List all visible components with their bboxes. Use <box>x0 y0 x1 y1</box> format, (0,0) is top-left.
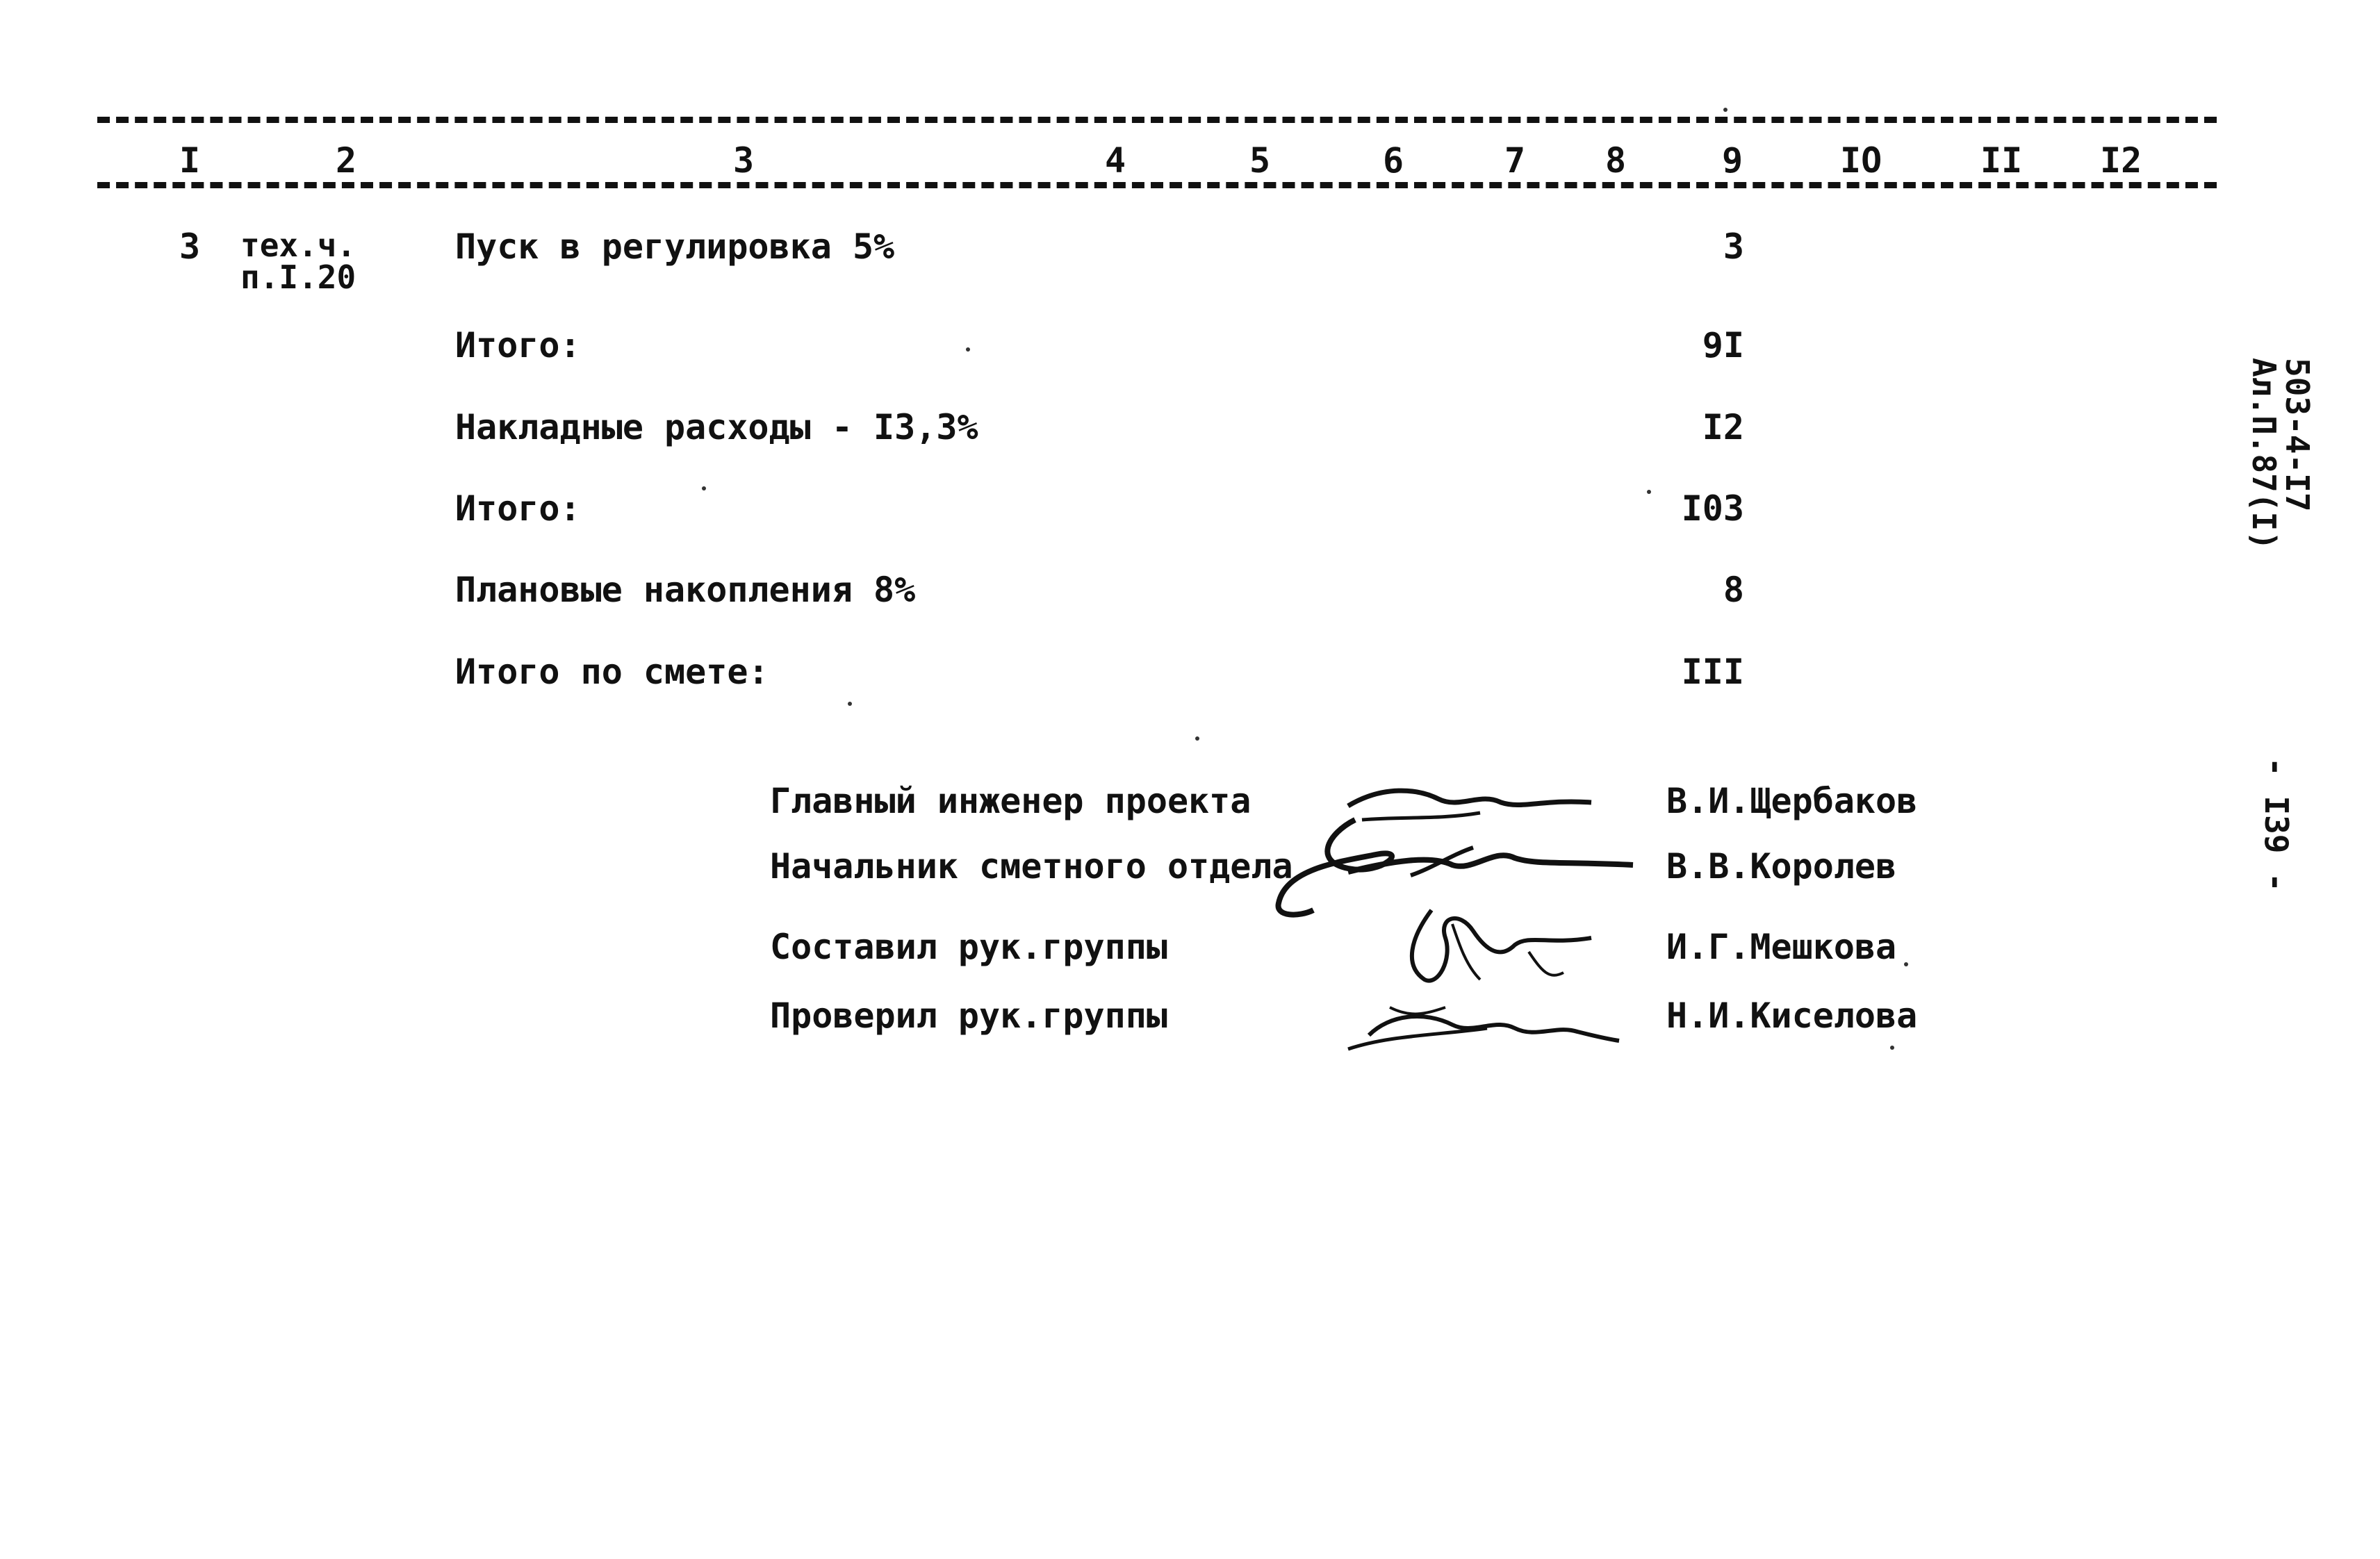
top-dashed-rule <box>97 117 2217 123</box>
handwritten-signature-3 <box>1383 896 1605 1000</box>
row-value: I03 <box>1681 488 1744 529</box>
header-dashed-rule <box>97 182 2217 188</box>
signature-name: В.И.Щербаков <box>1666 781 1918 821</box>
signature-name: Н.И.Киселова <box>1666 996 1918 1036</box>
column-number-10: IO <box>1840 140 1882 181</box>
column-number-1: I <box>179 140 201 181</box>
signature-role: Начальник сметного отдела <box>770 846 1293 886</box>
column-number-4: 4 <box>1105 140 1126 181</box>
row-number: 3 <box>179 226 201 267</box>
page-number: - I39 - <box>2258 757 2295 892</box>
row-description: Итого по смете: <box>455 652 769 692</box>
column-number-6: 6 <box>1383 140 1404 181</box>
scan-speck <box>702 486 706 490</box>
column-number-3: 3 <box>733 140 755 181</box>
document-code-line-2: Ал.П.87(I) <box>2244 358 2283 550</box>
column-number-7: 7 <box>1504 140 1526 181</box>
scan-speck <box>848 702 852 706</box>
column-number-11: II <box>1980 140 2023 181</box>
signature-name: В.В.Королев <box>1666 846 1897 886</box>
row-description: Итого: <box>455 488 581 529</box>
document-code-margin <box>2244 358 2316 550</box>
column-number-12: I2 <box>2100 140 2142 181</box>
column-number-5: 5 <box>1249 140 1271 181</box>
row-value: I2 <box>1702 407 1744 447</box>
row-description: Накладные расходы - I3,3% <box>455 407 978 447</box>
row-value: 9I <box>1702 325 1744 365</box>
row-value: III <box>1681 652 1744 692</box>
scan-speck <box>1904 962 1908 966</box>
handwritten-signature-4 <box>1348 987 1626 1063</box>
row-value: 8 <box>1723 570 1744 610</box>
row-description: Пуск в регулировка 5% <box>455 226 895 267</box>
reference-line-2: п.I.20 <box>240 258 356 296</box>
row-description: Плановые накопления 8% <box>455 570 916 610</box>
signature-role: Составил рук.группы <box>770 927 1167 967</box>
scan-speck <box>1195 736 1199 741</box>
signature-role: Проверил рук.группы <box>770 996 1167 1036</box>
signature-role: Главный инженер проекта <box>770 781 1251 821</box>
document-code-line-1: 503-4-I7 <box>2279 358 2316 512</box>
reference-line-1: тех.ч. <box>240 226 356 264</box>
scan-speck <box>1723 108 1727 112</box>
scan-speck <box>1647 490 1651 494</box>
row-description: Итого: <box>455 325 581 365</box>
row-value: 3 <box>1723 226 1744 267</box>
scan-speck <box>966 347 970 352</box>
scan-speck <box>1890 1046 1894 1050</box>
column-number-8: 8 <box>1605 140 1627 181</box>
column-number-9: 9 <box>1722 140 1743 181</box>
column-number-2: 2 <box>336 140 357 181</box>
signature-name: И.Г.Мешкова <box>1666 927 1897 967</box>
